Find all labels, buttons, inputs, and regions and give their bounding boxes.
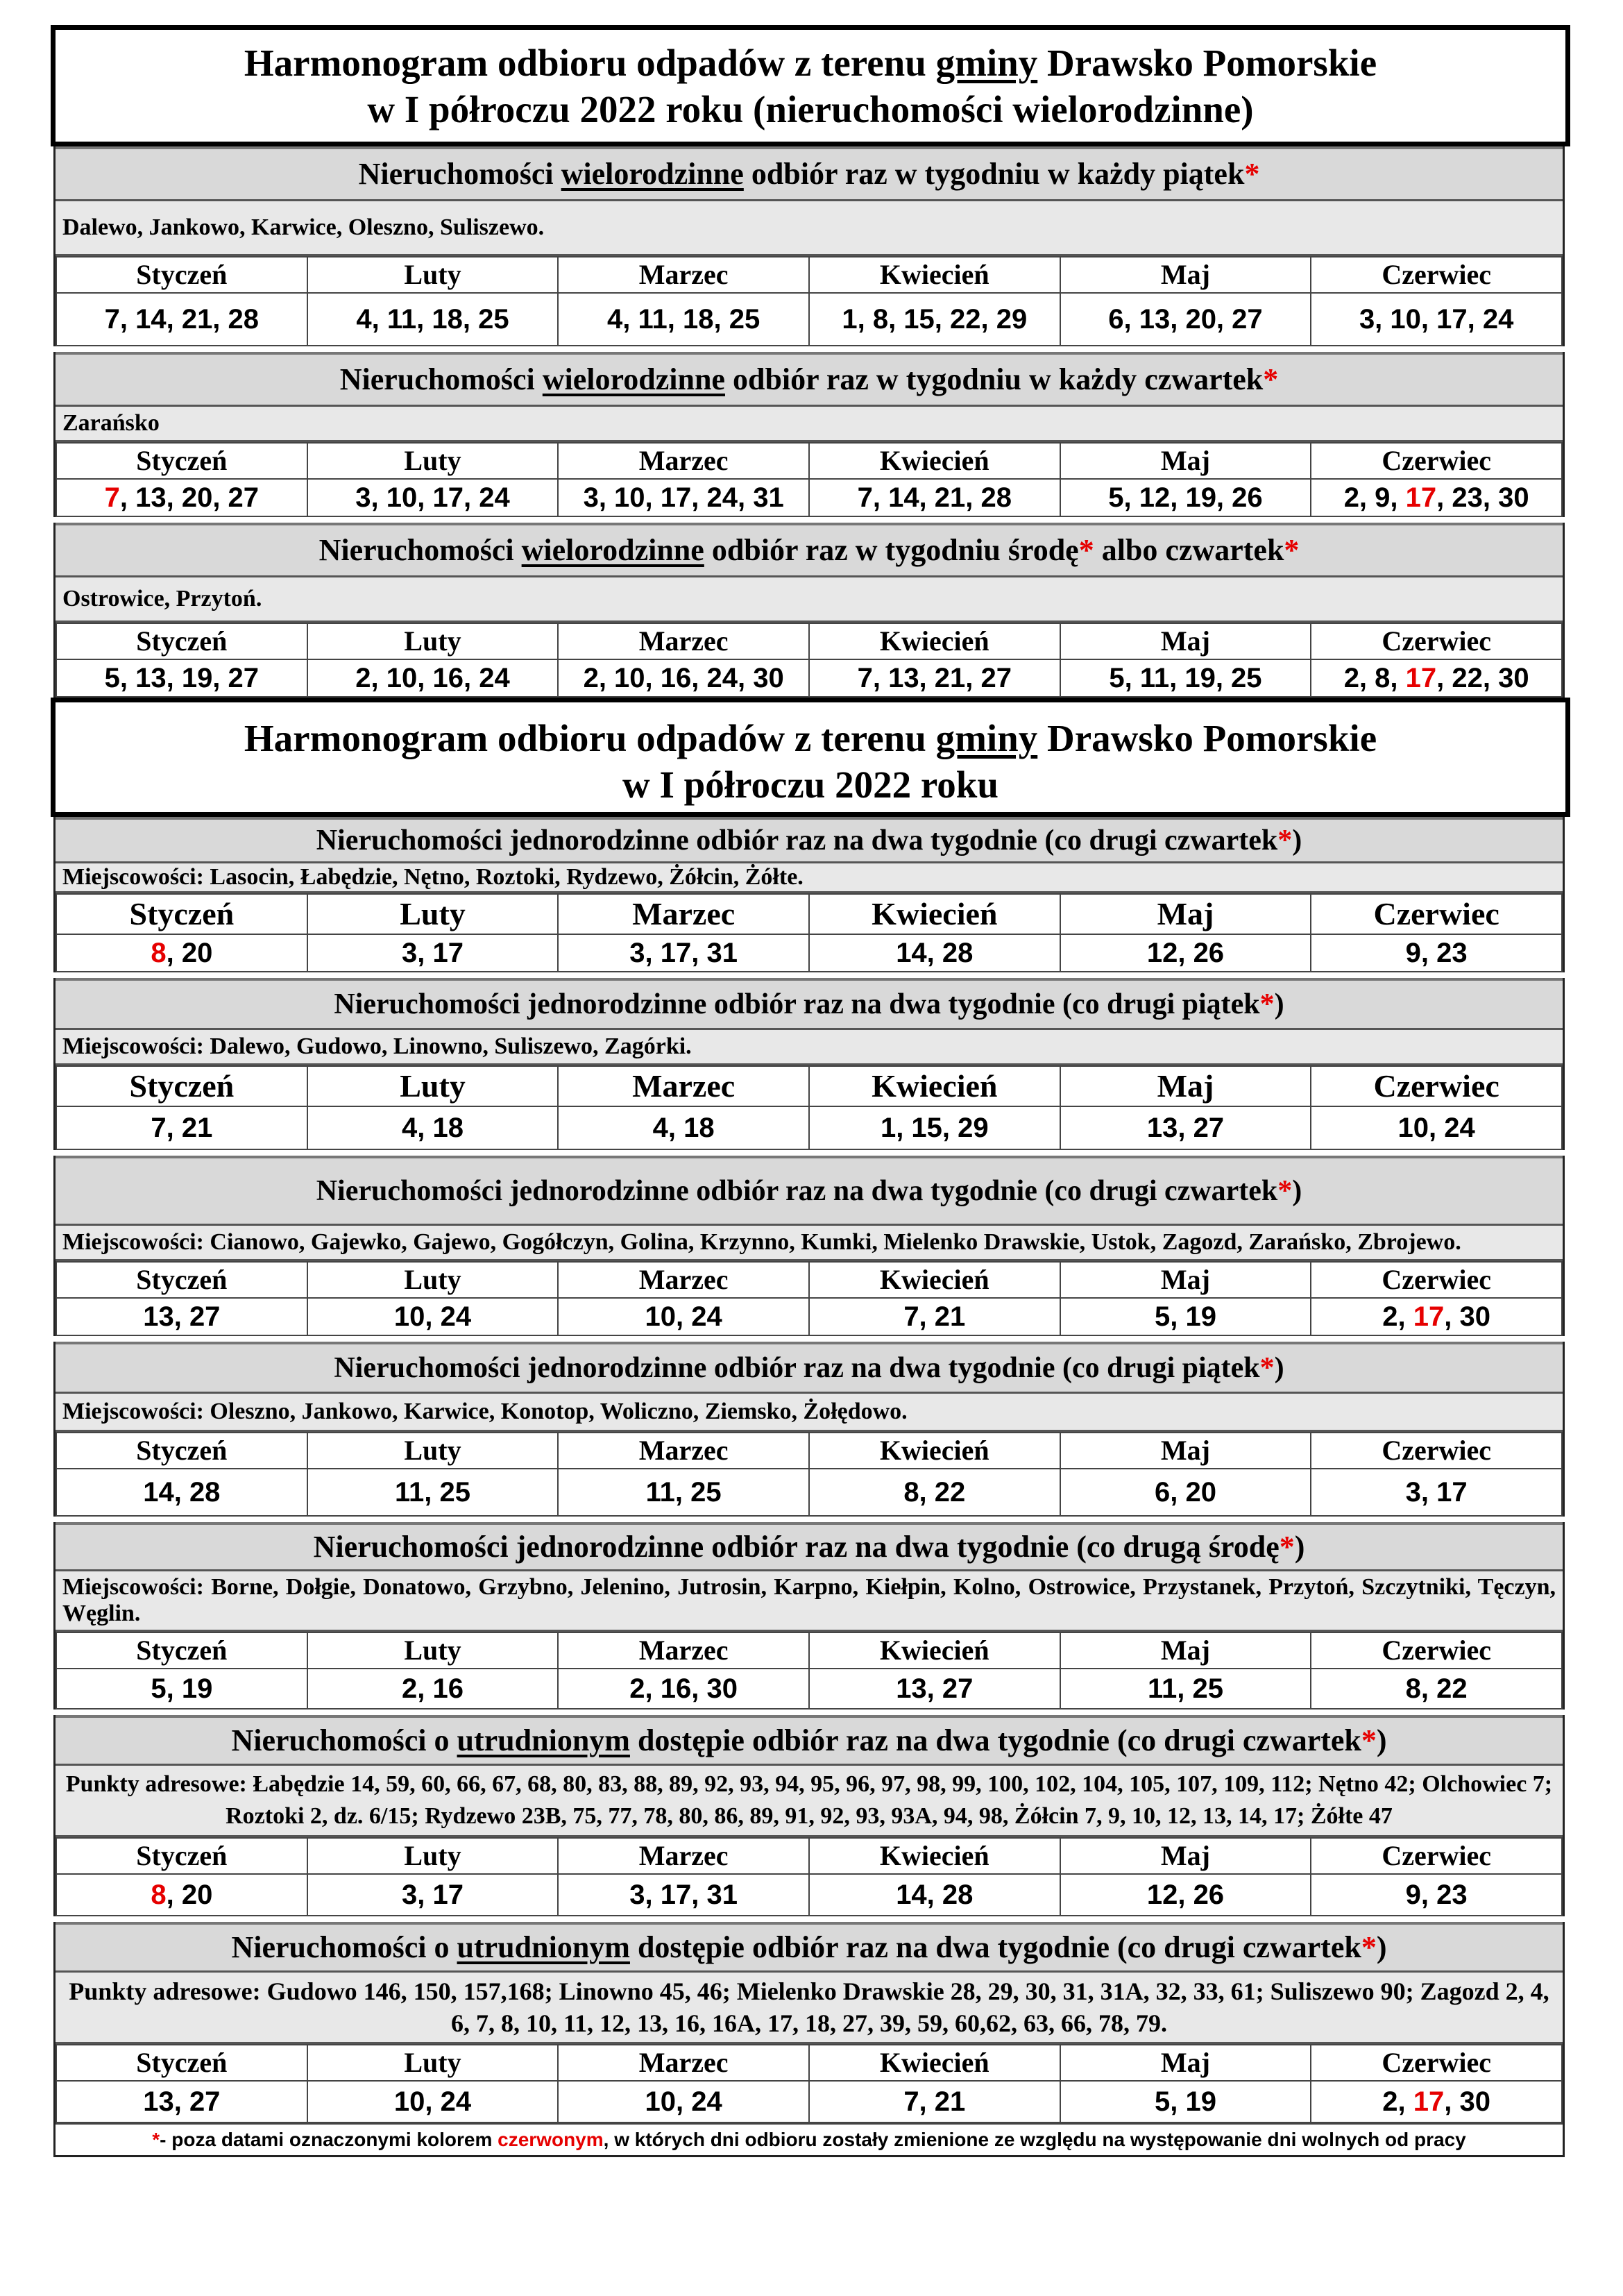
locations-list: Ostrowice, Przytoń. <box>56 577 1563 623</box>
section-title: Nieruchomości wielorodzinne odbiór raz w tygodniu w każdy czwartek* <box>56 352 1563 407</box>
dates-cell: 12, 26 <box>1060 1874 1311 1916</box>
dates-cell: 6, 20 <box>1060 1469 1311 1516</box>
header-title-line1: Harmonogram odbioru odpadów z terenu gminy Drawsko Pomorskie <box>244 42 1377 84</box>
month-name: Czerwiec <box>1311 257 1562 293</box>
month-names-row <box>56 2045 1562 2081</box>
dates-cell: 7, 21 <box>809 2081 1060 2122</box>
dates-row <box>56 1669 1562 1709</box>
dates-cell: 5, 13, 19, 27 <box>56 659 307 697</box>
month-name: Luty <box>307 623 559 659</box>
month-name: Maj <box>1060 1066 1311 1106</box>
month-name: Marzec <box>558 2045 809 2081</box>
months-table <box>56 2044 1563 2123</box>
month-name: Marzec <box>558 1262 809 1298</box>
month-name: Czerwiec <box>1311 1838 1562 1874</box>
month-name: Luty <box>307 1632 559 1669</box>
dates-cell: 8, 22 <box>809 1469 1060 1516</box>
months-table <box>56 1261 1563 1336</box>
month-name: Maj <box>1060 1433 1311 1469</box>
month-name: Marzec <box>558 1838 809 1874</box>
month-name: Luty <box>307 1433 559 1469</box>
dates-cell: 2, 10, 16, 24 <box>307 659 559 697</box>
dates-cell: 3, 17 <box>307 1874 559 1916</box>
month-names-row <box>56 1262 1562 1298</box>
month-name: Marzec <box>558 894 809 934</box>
month-names-row <box>56 623 1562 659</box>
dates-cell: 5, 19 <box>56 1669 307 1709</box>
dates-cell: 4, 18 <box>307 1106 559 1149</box>
section-title: Nieruchomości jednorodzinne odbiór raz na dwa tygodnie (co drugi piątek*) <box>56 1342 1563 1394</box>
section-wielo-piatek <box>53 146 1565 346</box>
section-jedno-sroda <box>53 1522 1565 1710</box>
dates-cell: 14, 28 <box>56 1469 307 1516</box>
months-table <box>56 256 1563 346</box>
header-jednorodzinne <box>51 698 1570 817</box>
month-name: Styczeń <box>56 2045 307 2081</box>
dates-cell: 10, 24 <box>1311 1106 1562 1149</box>
header-wielorodzinne <box>51 25 1570 146</box>
dates-cell: 7, 13, 20, 27 <box>56 479 307 516</box>
section-title: Nieruchomości jednorodzinne odbiór raz na dwa tygodnie (co drugi piątek*) <box>56 978 1563 1030</box>
month-name: Luty <box>307 257 559 293</box>
month-name: Luty <box>307 2045 559 2081</box>
dates-cell: 7, 14, 21, 28 <box>56 293 307 346</box>
month-name: Kwiecień <box>809 443 1060 479</box>
dates-cell: 1, 15, 29 <box>809 1106 1060 1149</box>
month-name: Marzec <box>558 257 809 293</box>
locations-list: Miejscowości: Cianowo, Gajewko, Gajewo, Gogółczyn, Golina, Krzynno, Kumki, Mielenko Drawskie, Ustok, Zagozd, Zarańsko, Zbrojewo. <box>56 1226 1563 1261</box>
month-names-row <box>56 443 1562 479</box>
month-name: Kwiecień <box>809 2045 1060 2081</box>
dates-cell: 13, 27 <box>56 1298 307 1335</box>
month-name: Styczeń <box>56 1632 307 1669</box>
section-title: Nieruchomości wielorodzinne odbiór raz w tygodniu w każdy piątek* <box>56 146 1563 201</box>
dates-row <box>56 1874 1562 1916</box>
dates-cell: 11, 25 <box>307 1469 559 1516</box>
month-name: Luty <box>307 894 559 934</box>
month-name: Luty <box>307 1838 559 1874</box>
dates-cell: 8, 20 <box>56 1874 307 1916</box>
section-utrudniony-b <box>53 1922 1565 2157</box>
dates-cell: 13, 27 <box>809 1669 1060 1709</box>
dates-cell: 4, 11, 18, 25 <box>307 293 559 346</box>
month-names-row <box>56 257 1562 293</box>
dates-cell: 2, 16, 30 <box>558 1669 809 1709</box>
dates-cell: 3, 10, 17, 24, 31 <box>558 479 809 516</box>
dates-cell: 7, 21 <box>809 1298 1060 1335</box>
month-name: Czerwiec <box>1311 1632 1562 1669</box>
month-name: Maj <box>1060 1632 1311 1669</box>
dates-cell: 3, 17, 31 <box>558 934 809 972</box>
section-jedno-piatek-a <box>53 978 1565 1150</box>
dates-cell: 11, 25 <box>1060 1669 1311 1709</box>
dates-cell: 2, 17, 30 <box>1311 2081 1562 2122</box>
months-table <box>56 1632 1563 1710</box>
dates-cell: 6, 13, 20, 27 <box>1060 293 1311 346</box>
section-title: Nieruchomości o utrudnionym dostępie odbiór raz na dwa tygodnie (co drugi czwartek*) <box>56 1715 1563 1766</box>
month-name: Styczeń <box>56 1433 307 1469</box>
dates-cell: 2, 17, 30 <box>1311 1298 1562 1335</box>
month-name: Marzec <box>558 1632 809 1669</box>
dates-cell: 11, 25 <box>558 1469 809 1516</box>
month-name: Kwiecień <box>809 623 1060 659</box>
dates-cell: 10, 24 <box>307 1298 559 1335</box>
dates-cell: 9, 23 <box>1311 934 1562 972</box>
dates-cell: 5, 19 <box>1060 2081 1311 2122</box>
locations-list: Miejscowości: Borne, Dołgie, Donatowo, Grzybno, Jelenino, Jutrosin, Karpno, Kiełpin, Kolno, Ostrowice, Przystanek, Przytoń, Szczytniki, Tęczyn, Węglin. <box>56 1571 1563 1632</box>
month-name: Marzec <box>558 1433 809 1469</box>
month-name: Marzec <box>558 1066 809 1106</box>
dates-cell: 10, 24 <box>558 1298 809 1335</box>
dates-cell: 2, 8, 17, 22, 30 <box>1311 659 1562 697</box>
header-title-line2: w I półroczu 2022 roku <box>622 763 999 806</box>
dates-row <box>56 293 1562 346</box>
months-table <box>56 1432 1563 1517</box>
dates-cell: 5, 12, 19, 26 <box>1060 479 1311 516</box>
month-name: Maj <box>1060 894 1311 934</box>
section-wielo-czwartek <box>53 352 1565 517</box>
month-name: Czerwiec <box>1311 2045 1562 2081</box>
months-table <box>56 623 1563 698</box>
month-names-row <box>56 894 1562 934</box>
dates-cell: 12, 26 <box>1060 934 1311 972</box>
month-name: Styczeń <box>56 1066 307 1106</box>
locations-list: Zarańsko <box>56 407 1563 442</box>
month-names-row <box>56 1066 1562 1106</box>
dates-cell: 5, 11, 19, 25 <box>1060 659 1311 697</box>
section-title: Nieruchomości o utrudnionym dostępie odbiór raz na dwa tygodnie (co drugi czwartek*) <box>56 1922 1563 1973</box>
section-jedno-piatek-b <box>53 1342 1565 1517</box>
month-name: Czerwiec <box>1311 443 1562 479</box>
dates-cell: 13, 27 <box>56 2081 307 2122</box>
header-title-line2: w I półroczu 2022 roku (nieruchomości wielorodzinne) <box>367 88 1254 130</box>
month-name: Marzec <box>558 443 809 479</box>
month-name: Maj <box>1060 1838 1311 1874</box>
section-jedno-czwartek-b <box>53 1156 1565 1336</box>
month-name: Kwiecień <box>809 894 1060 934</box>
dates-cell: 7, 21 <box>56 1106 307 1149</box>
dates-row <box>56 479 1562 516</box>
month-name: Kwiecień <box>809 1262 1060 1298</box>
month-name: Maj <box>1060 1262 1311 1298</box>
month-names-row <box>56 1433 1562 1469</box>
month-name: Styczeń <box>56 623 307 659</box>
dates-cell: 2, 10, 16, 24, 30 <box>558 659 809 697</box>
dates-cell: 4, 11, 18, 25 <box>558 293 809 346</box>
month-name: Styczeń <box>56 1262 307 1298</box>
locations-list: Miejscowości: Dalewo, Gudowo, Linowno, Suliszewo, Zagórki. <box>56 1030 1563 1065</box>
dates-cell: 3, 17, 31 <box>558 1874 809 1916</box>
months-table <box>56 1065 1563 1150</box>
dates-row <box>56 2081 1562 2122</box>
dates-cell: 3, 10, 17, 24 <box>307 479 559 516</box>
month-name: Czerwiec <box>1311 1433 1562 1469</box>
month-name: Kwiecień <box>809 1433 1060 1469</box>
month-name: Styczeń <box>56 894 307 934</box>
dates-cell: 7, 13, 21, 27 <box>809 659 1060 697</box>
months-table <box>56 442 1563 517</box>
dates-cell: 1, 8, 15, 22, 29 <box>809 293 1060 346</box>
dates-row <box>56 1106 1562 1149</box>
months-table <box>56 1837 1563 1916</box>
dates-row <box>56 659 1562 697</box>
dates-cell: 3, 17 <box>307 934 559 972</box>
month-name: Czerwiec <box>1311 1262 1562 1298</box>
month-name: Kwiecień <box>809 1066 1060 1106</box>
month-name: Styczeń <box>56 257 307 293</box>
section-title: Nieruchomości wielorodzinne odbiór raz w tygodniu środę* albo czwartek* <box>56 523 1563 577</box>
section-jedno-czwartek-a <box>53 817 1565 972</box>
dates-cell: 2, 9, 17, 23, 30 <box>1311 479 1562 516</box>
dates-cell: 10, 24 <box>307 2081 559 2122</box>
month-name: Kwiecień <box>809 1632 1060 1669</box>
month-name: Maj <box>1060 2045 1311 2081</box>
month-name: Czerwiec <box>1311 894 1562 934</box>
month-name: Maj <box>1060 257 1311 293</box>
month-name: Kwiecień <box>809 257 1060 293</box>
month-name: Luty <box>307 1262 559 1298</box>
dates-row <box>56 1469 1562 1516</box>
dates-cell: 7, 14, 21, 28 <box>809 479 1060 516</box>
months-table <box>56 893 1563 972</box>
section-title: Nieruchomości jednorodzinne odbiór raz na dwa tygodnie (co drugi czwartek*) <box>56 817 1563 863</box>
dates-cell: 10, 24 <box>558 2081 809 2122</box>
dates-cell: 2, 16 <box>307 1669 559 1709</box>
locations-list: Miejscowości: Lasocin, Łabędzie, Nętno, Roztoki, Rydzewo, Żółcin, Żółte. <box>56 863 1563 893</box>
dates-cell: 4, 18 <box>558 1106 809 1149</box>
dates-cell: 8, 22 <box>1311 1669 1562 1709</box>
dates-cell: 14, 28 <box>809 934 1060 972</box>
locations-list: Miejscowości: Oleszno, Jankowo, Karwice, Konotop, Woliczno, Ziemsko, Żołędowo. <box>56 1394 1563 1432</box>
dates-cell: 3, 17 <box>1311 1469 1562 1516</box>
dates-cell: 13, 27 <box>1060 1106 1311 1149</box>
month-name: Kwiecień <box>809 1838 1060 1874</box>
dates-cell: 8, 20 <box>56 934 307 972</box>
month-name: Luty <box>307 1066 559 1106</box>
address-points-list: Punkty adresowe: Łabędzie 14, 59, 60, 66, 67, 68, 80, 83, 88, 89, 92, 93, 94, 95, 96, 97, 98, 99, 100, 102, 104, 105, 107, 109, 112; Nętno 42; Olchowiec 7; Roztoki 2, dz. 6/15; Rydzewo 23B, 75, 77, 78, 80, 86, 89, 91, 92, 93, 93A, 94, 98, Żółcin 7, 9, 10, 12, 13, 14, 17; Żółte 47 <box>56 1766 1563 1837</box>
section-utrudniony-a <box>53 1715 1565 1916</box>
month-name: Luty <box>307 443 559 479</box>
section-title: Nieruchomości jednorodzinne odbiór raz na dwa tygodnie (co drugą środę*) <box>56 1522 1563 1571</box>
section-title: Nieruchomości jednorodzinne odbiór raz na dwa tygodnie (co drugi czwartek*) <box>56 1156 1563 1226</box>
month-name: Maj <box>1060 623 1311 659</box>
dates-row <box>56 1298 1562 1335</box>
month-names-row <box>56 1632 1562 1669</box>
footnote: *- poza datami oznaczonymi kolorem czerwonym, w których dni odbioru zostały zmienione ze względu na występowanie dni wolnych od pracy <box>56 2123 1563 2155</box>
schedule-document <box>51 25 1570 2157</box>
dates-row <box>56 934 1562 972</box>
month-name: Maj <box>1060 443 1311 479</box>
header-title-line1: Harmonogram odbioru odpadów z terenu gminy Drawsko Pomorskie <box>244 717 1377 759</box>
month-name: Styczeń <box>56 443 307 479</box>
dates-cell: 14, 28 <box>809 1874 1060 1916</box>
address-points-list: Punkty adresowe: Gudowo 146, 150, 157,168; Linowno 45, 46; Mielenko Drawskie 28, 29, 30, 31, 31A, 32, 33, 61; Suliszewo 90; Zagozd 2, 4, 6, 7, 8, 10, 11, 12, 13, 16, 16A, 17, 18, 27, 39, 59, 60,62, 63, 66, 78, 79. <box>56 1973 1563 2044</box>
month-name: Styczeń <box>56 1838 307 1874</box>
dates-cell: 3, 10, 17, 24 <box>1311 293 1562 346</box>
dates-cell: 5, 19 <box>1060 1298 1311 1335</box>
dates-cell: 9, 23 <box>1311 1874 1562 1916</box>
month-name: Marzec <box>558 623 809 659</box>
month-name: Czerwiec <box>1311 1066 1562 1106</box>
locations-list: Dalewo, Jankowo, Karwice, Oleszno, Suliszewo. <box>56 201 1563 256</box>
month-names-row <box>56 1838 1562 1874</box>
month-name: Czerwiec <box>1311 623 1562 659</box>
section-wielo-sroda-czwartek <box>53 523 1565 698</box>
